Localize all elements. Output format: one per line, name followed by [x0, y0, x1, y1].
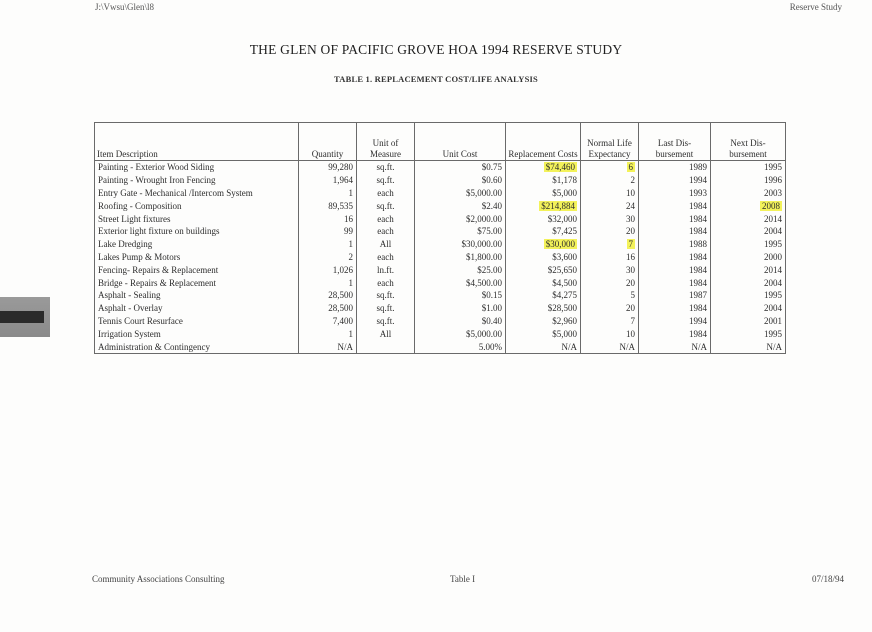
cell-life	[581, 187, 639, 200]
cell-value: 30	[626, 264, 635, 275]
cell-next	[711, 199, 786, 212]
footer-company: Community Associations Consulting	[92, 574, 225, 584]
cell-cost	[415, 212, 506, 225]
cell-value: N/A	[766, 341, 782, 352]
cell-last	[639, 199, 711, 212]
cell-next	[711, 302, 786, 315]
cell-cost	[415, 251, 506, 264]
cell-value: $0.15	[481, 290, 502, 301]
cell-value: 7,400	[332, 315, 353, 326]
cell-value: 5	[630, 290, 635, 301]
cell-unit	[357, 251, 415, 264]
document-title: THE GLEN OF PACIFIC GROVE HOA 1994 RESERVE STUDY	[249, 42, 623, 57]
scan-artifact	[0, 297, 50, 337]
cell-value: 1	[348, 277, 353, 288]
cell-qty	[299, 276, 357, 289]
cell-value: 1984	[689, 213, 707, 224]
cell-life	[581, 276, 639, 289]
cell-value: $1,800.00	[466, 251, 502, 262]
cell-value: All	[379, 328, 392, 339]
cell-value: 1994	[689, 175, 707, 186]
cell-value: $30,000	[545, 239, 575, 250]
cell-value: $75.00	[477, 226, 502, 237]
cell-cost	[415, 276, 506, 289]
cell-value: $3,600	[552, 251, 577, 262]
cell-value: $30,000.00	[461, 239, 502, 250]
cell-desc	[95, 187, 299, 200]
cell-value: 2	[348, 251, 353, 262]
cell-qty	[299, 238, 357, 251]
cell-next	[711, 174, 786, 187]
cell-value: 1995	[764, 328, 782, 339]
cell-repl	[506, 187, 581, 200]
cell-life	[581, 174, 639, 187]
cell-desc	[95, 251, 299, 264]
cell-last	[639, 263, 711, 276]
cell-value: $25,650	[547, 264, 577, 275]
cell-cost	[415, 263, 506, 276]
cell-value: Bridge - Repairs & Replacement	[98, 277, 216, 288]
cell-repl	[506, 199, 581, 212]
cell-value: N/A	[691, 341, 707, 352]
table-header-row	[95, 123, 786, 161]
cell-qty	[299, 199, 357, 212]
cell-value: Asphalt - Overlay	[98, 303, 163, 314]
cell-value: sq.ft.	[376, 162, 395, 173]
cell-desc	[95, 212, 299, 225]
cell-unit	[357, 327, 415, 340]
cell-value: 1994	[689, 315, 707, 326]
cell-value: 16	[626, 251, 635, 262]
cell-cost	[415, 174, 506, 187]
cell-value: 10	[626, 187, 635, 198]
cell-value: 2000	[764, 251, 782, 262]
cell-repl	[506, 212, 581, 225]
cell-value: each	[377, 213, 394, 224]
cell-qty	[299, 174, 357, 187]
cell-last	[639, 327, 711, 340]
cell-last	[639, 238, 711, 251]
cell-value: $28,500	[547, 303, 577, 314]
cell-cost	[415, 302, 506, 315]
cell-next	[711, 225, 786, 238]
cell-value: ln.ft.	[377, 264, 394, 275]
cell-qty	[299, 251, 357, 264]
cell-next	[711, 315, 786, 328]
column-header: Normal Life Expectancy	[581, 123, 639, 161]
cell-desc	[95, 238, 299, 251]
cell-qty	[299, 315, 357, 328]
cell-desc	[95, 289, 299, 302]
cell-value: 2003	[764, 187, 782, 198]
cell-cost	[415, 225, 506, 238]
cell-next	[711, 340, 786, 353]
cell-cost	[415, 315, 506, 328]
cell-value: 7	[628, 239, 633, 250]
cell-next	[711, 187, 786, 200]
cell-life	[581, 315, 639, 328]
cell-value: 1996	[764, 175, 782, 186]
cell-value: Painting - Exterior Wood Siding	[98, 162, 215, 173]
cell-value: 1984	[689, 200, 707, 211]
cell-value: 1988	[689, 239, 707, 250]
cell-value: $2,000.00	[466, 213, 502, 224]
cell-value: Irrigation System	[98, 328, 161, 339]
cell-value: Lakes Pump & Motors	[98, 251, 181, 262]
column-header: Unit Cost	[415, 123, 506, 161]
cell-value: 2004	[764, 277, 782, 288]
cell-value: $0.60	[481, 175, 502, 186]
cell-value: 28,500	[328, 303, 353, 314]
cell-value: $214,884	[541, 200, 575, 211]
table-row	[95, 251, 786, 264]
column-header: Replacement Costs	[506, 123, 581, 161]
cell-cost	[415, 161, 506, 174]
cell-desc	[95, 302, 299, 315]
cell-value: $5,000	[552, 187, 577, 198]
cell-desc	[95, 276, 299, 289]
cell-qty	[299, 302, 357, 315]
cell-value: sq.ft.	[376, 200, 395, 211]
cell-value: sq.ft.	[376, 303, 395, 314]
cell-next	[711, 251, 786, 264]
cell-value: 1,026	[332, 264, 353, 275]
cell-value: 1995	[764, 162, 782, 173]
cell-value: Tennis Court Resurface	[98, 315, 183, 326]
cell-next	[711, 327, 786, 340]
cell-unit	[357, 161, 415, 174]
cell-last	[639, 225, 711, 238]
cell-life	[581, 161, 639, 174]
cell-value: Administration & Contingency	[98, 341, 210, 352]
cell-value: 10	[626, 328, 635, 339]
cell-value: 24	[626, 200, 635, 211]
cell-value: 20	[626, 303, 635, 314]
table-row	[95, 263, 786, 276]
cell-last	[639, 276, 711, 289]
cell-value: 20	[626, 226, 635, 237]
cell-desc	[95, 263, 299, 276]
cell-last	[639, 174, 711, 187]
table-row	[95, 199, 786, 212]
cell-value: 6	[628, 162, 633, 173]
document-type-label: Reserve Study	[789, 2, 842, 12]
cell-last	[639, 212, 711, 225]
cell-unit	[357, 187, 415, 200]
cell-repl	[506, 225, 581, 238]
cell-value: 89,535	[328, 200, 353, 211]
cell-life	[581, 340, 639, 353]
cell-unit	[357, 212, 415, 225]
cell-value: $1,178	[552, 175, 577, 186]
cell-value: N/A	[337, 341, 353, 352]
scan-artifact-bar	[0, 311, 44, 323]
cell-repl	[506, 161, 581, 174]
cell-desc	[95, 161, 299, 174]
cell-desc	[95, 225, 299, 238]
cell-value: sq.ft.	[376, 290, 395, 301]
cell-last	[639, 251, 711, 264]
cell-value: $5,000.00	[466, 187, 502, 198]
cell-value: Lake Dredging	[98, 239, 153, 250]
cell-value: 2	[630, 175, 635, 186]
cell-repl	[506, 302, 581, 315]
footer-date: 07/18/94	[811, 574, 844, 584]
cell-life	[581, 289, 639, 302]
cell-cost	[415, 238, 506, 251]
cell-repl	[506, 174, 581, 187]
cell-repl	[506, 327, 581, 340]
cell-value: $4,500	[552, 277, 577, 288]
cell-next	[711, 161, 786, 174]
cell-unit	[357, 302, 415, 315]
column-header: Unit of Measure	[357, 123, 415, 161]
cell-value: 1984	[689, 303, 707, 314]
cell-next	[711, 238, 786, 251]
cell-life	[581, 225, 639, 238]
cell-cost	[415, 187, 506, 200]
cell-life	[581, 251, 639, 264]
cell-value: Asphalt - Sealing	[98, 290, 161, 301]
cell-cost	[415, 340, 506, 353]
cell-value: $2,960	[552, 315, 577, 326]
cell-value: Fencing- Repairs & Replacement	[98, 264, 219, 275]
table-row	[95, 161, 786, 174]
cell-value: $1.00	[481, 303, 502, 314]
column-header: Item Description	[95, 123, 299, 161]
cell-desc	[95, 327, 299, 340]
cell-qty	[299, 225, 357, 238]
cell-value: 28,500	[328, 290, 353, 301]
cell-repl	[506, 251, 581, 264]
cell-value: 1993	[689, 187, 707, 198]
cell-value: sq.ft.	[376, 315, 395, 326]
cell-unit	[357, 263, 415, 276]
cell-value: 1995	[764, 239, 782, 250]
cell-value: 2004	[764, 303, 782, 314]
cell-life	[581, 199, 639, 212]
cell-qty	[299, 340, 357, 353]
table-row	[95, 238, 786, 251]
cell-value: 1984	[689, 251, 707, 262]
cell-value: Roofing - Composition	[98, 200, 182, 211]
cell-unit	[357, 340, 415, 353]
cell-value: 1995	[764, 290, 782, 301]
footer-page-label: Table I	[450, 574, 476, 584]
table-row	[95, 289, 786, 302]
column-header: Last Dis- bursement	[639, 123, 711, 161]
cell-value: 16	[344, 213, 353, 224]
cell-last	[639, 302, 711, 315]
cell-value: 2001	[764, 315, 782, 326]
cell-value: 1984	[689, 226, 707, 237]
table-row	[95, 225, 786, 238]
cell-value: $4,500.00	[466, 277, 502, 288]
cell-qty	[299, 327, 357, 340]
cell-repl	[506, 289, 581, 302]
cell-value: 2008	[762, 200, 780, 211]
cell-next	[711, 289, 786, 302]
cell-value: 1984	[689, 264, 707, 275]
cell-value: 1	[348, 328, 353, 339]
cell-life	[581, 327, 639, 340]
cell-desc	[95, 315, 299, 328]
cell-value: 2014	[764, 264, 782, 275]
cell-value: 1984	[689, 328, 707, 339]
cell-life	[581, 263, 639, 276]
cell-unit	[357, 289, 415, 302]
cell-value: 20	[626, 277, 635, 288]
cell-value: 1989	[689, 162, 707, 173]
cell-repl	[506, 276, 581, 289]
cell-value: 1984	[689, 277, 707, 288]
cell-value: $74,460	[545, 162, 575, 173]
cell-value: $7,425	[552, 226, 577, 237]
column-header: Next Dis- bursement	[711, 123, 786, 161]
cell-repl	[506, 340, 581, 353]
table-row	[95, 174, 786, 187]
cell-value: 2014	[764, 213, 782, 224]
table-row	[95, 187, 786, 200]
cell-last	[639, 340, 711, 353]
cell-repl	[506, 238, 581, 251]
cell-cost	[415, 199, 506, 212]
cell-last	[639, 315, 711, 328]
table-row	[95, 302, 786, 315]
cell-unit	[357, 276, 415, 289]
cell-value: each	[377, 226, 394, 237]
cell-value: 2004	[764, 226, 782, 237]
cell-value: each	[377, 187, 394, 198]
cell-value: $2.40	[481, 200, 502, 211]
cell-qty	[299, 212, 357, 225]
cell-desc	[95, 199, 299, 212]
cell-qty	[299, 161, 357, 174]
cell-qty	[299, 263, 357, 276]
cell-value: 1,964	[332, 175, 353, 186]
cell-value: 1987	[689, 290, 707, 301]
cell-value: $25.00	[477, 264, 502, 275]
cell-cost	[415, 289, 506, 302]
cell-last	[639, 289, 711, 302]
cell-value: 1	[348, 239, 353, 250]
cell-value: All	[379, 239, 392, 250]
cell-life	[581, 212, 639, 225]
cell-last	[639, 161, 711, 174]
cell-value: $0.75	[481, 162, 502, 173]
cell-next	[711, 263, 786, 276]
table-row	[95, 276, 786, 289]
cell-value: $32,000	[547, 213, 577, 224]
cell-value: 7	[630, 315, 635, 326]
replacement-cost-table	[94, 122, 786, 354]
cell-value: $5,000	[552, 328, 577, 339]
cell-value: Painting - Wrought Iron Fencing	[98, 175, 216, 186]
cell-qty	[299, 289, 357, 302]
cell-unit	[357, 315, 415, 328]
cell-value: N/A	[619, 341, 635, 352]
column-header: Quantity	[299, 123, 357, 161]
cell-cost	[415, 327, 506, 340]
cell-unit	[357, 174, 415, 187]
cell-value: Street Light fixtures	[98, 213, 171, 224]
cell-value: each	[377, 277, 394, 288]
cell-value: sq.ft.	[376, 175, 395, 186]
file-path-label: J:\Vwsu\Glen\l8	[95, 2, 155, 12]
table-body	[95, 161, 786, 354]
cell-value: 99,280	[328, 162, 353, 173]
cell-life	[581, 302, 639, 315]
cell-value: N/A	[561, 341, 577, 352]
table-row	[95, 315, 786, 328]
cell-last	[639, 187, 711, 200]
cell-value: $0.40	[481, 315, 502, 326]
cell-life	[581, 238, 639, 251]
cell-qty	[299, 187, 357, 200]
cell-value: 5.00%	[478, 341, 502, 352]
cell-repl	[506, 315, 581, 328]
cell-value: $5,000.00	[466, 328, 502, 339]
cell-value: Entry Gate - Mechanical /Intercom System	[98, 187, 253, 198]
cell-repl	[506, 263, 581, 276]
cell-unit	[357, 199, 415, 212]
cell-value: 99	[344, 226, 353, 237]
table-row	[95, 340, 786, 353]
cell-value: 30	[626, 213, 635, 224]
cell-desc	[95, 340, 299, 353]
cell-value: each	[377, 251, 394, 262]
table-row	[95, 212, 786, 225]
cell-unit	[357, 225, 415, 238]
cell-value: 1	[348, 187, 353, 198]
cell-next	[711, 276, 786, 289]
cell-next	[711, 212, 786, 225]
cell-value: Exterior light fixture on buildings	[98, 226, 220, 237]
table-caption: TABLE 1. REPLACEMENT COST/LIFE ANALYSIS	[334, 74, 538, 84]
cell-desc	[95, 174, 299, 187]
cell-value: $4,275	[552, 290, 577, 301]
cell-unit	[357, 238, 415, 251]
table-row	[95, 327, 786, 340]
